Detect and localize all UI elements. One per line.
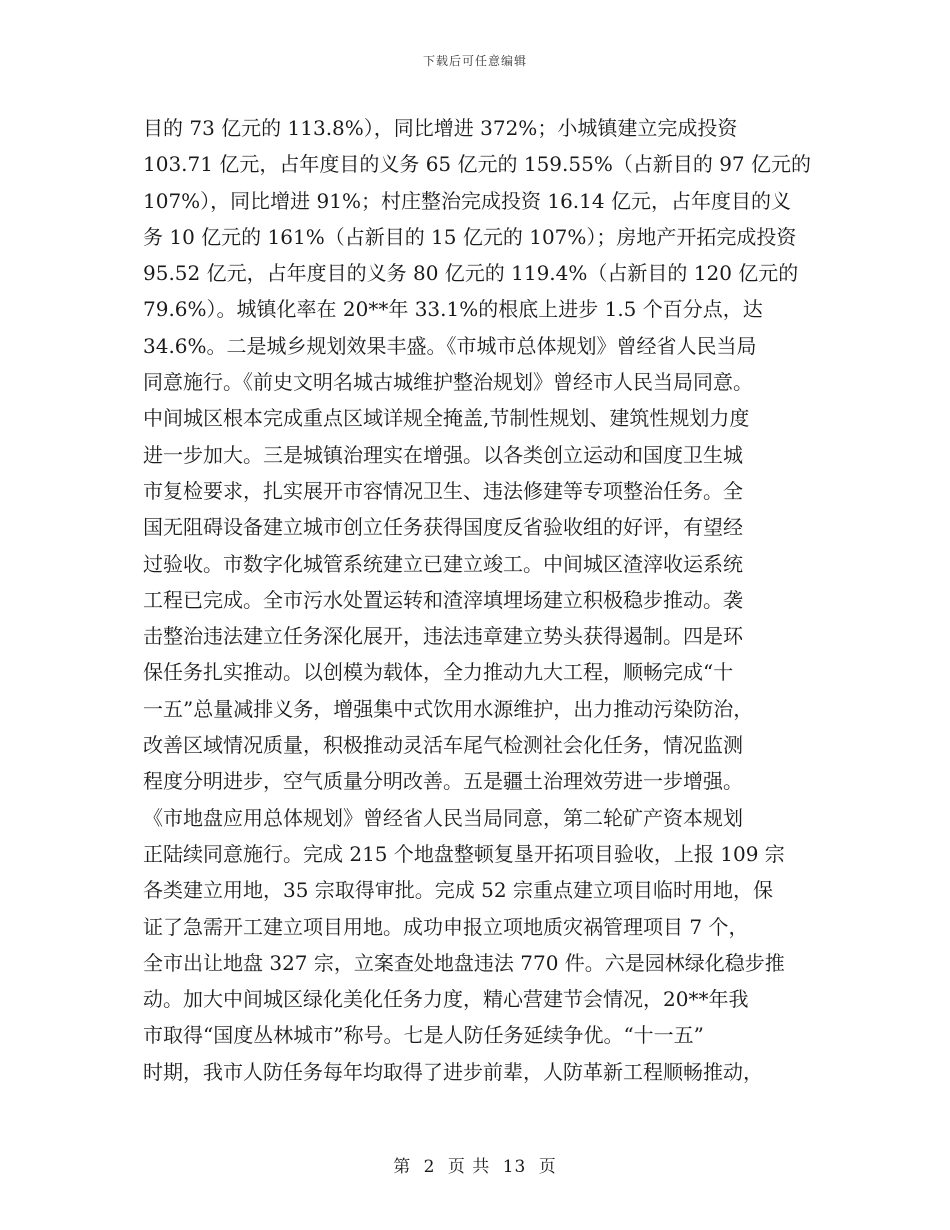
body-line: 市取得“国度丛林城市”称号。七是人防任务延续争优。“十一五” xyxy=(143,1023,704,1048)
footer-suffix: 页 xyxy=(538,1157,557,1177)
document-body xyxy=(143,110,815,1090)
body-line: 保任务扎实推动。以创模为载体，全力推动九大工程，顺畅完成“十 xyxy=(143,660,734,685)
body-line: 103.71 亿元，占年度目的义务 65 亿元的 159.55%（占新目的 97 亿元的 xyxy=(143,152,812,177)
body-line: 各类建立用地，35 宗取得审批。完成 52 宗重点建立项目临时用地，保 xyxy=(143,878,773,903)
body-line: 中间城区根本完成重点区域详规全掩盖,节制性规划、建筑性规划力度 xyxy=(143,406,750,431)
body-line: 击整治违法建立任务深化展开，违法违章建立势头获得遏制。四是环 xyxy=(143,624,743,649)
body-line: 目的 73 亿元的 113.8%），同比增进 372%；小城镇建立完成投资 xyxy=(143,116,738,140)
page-footer xyxy=(0,1152,950,1177)
body-line: 证了急需开工建立项目用地。成功申报立项地质灾祸管理项目 7 个， xyxy=(143,914,749,939)
body-line: 工程已完成。全市污水处置运转和渣滓填埋场建立积极稳步推动。袭 xyxy=(143,587,743,612)
body-line: 时期，我市人防任务每年均取得了进步前辈，人防革新工程顺畅推动， xyxy=(143,1059,763,1084)
body-line: 市复检要求，扎实展开市容情况卫生、违法修建等专项整治任务。全 xyxy=(143,478,743,503)
body-line: 同意施行。《前史文明名城古城维护整治规划》曾经市人民当局同意。 xyxy=(143,370,753,395)
total-page-count: 13 xyxy=(502,1157,527,1177)
body-line: 34.6%。二是城乡规划效果丰盛。《市城市总体规划》曾经省人民当局 xyxy=(143,333,757,358)
body-line: 正陆续同意施行。完成 215 个地盘整顿复垦开拓项目验收，上报 109 宗 xyxy=(143,841,785,866)
current-page-number: 2 xyxy=(423,1157,436,1177)
body-line: 务 10 亿元的 161%（占新目的 15 亿元的 107%）；房地产开拓完成投资 xyxy=(143,224,797,249)
footer-middle: 页 共 xyxy=(447,1157,491,1177)
body-line: 动。加大中间城区绿化美化任务力度，精心营建节会情况，20**年我 xyxy=(143,987,749,1012)
body-line: 进一步加大。三是城镇治理实在增强。以各类创立运动和国度卫生城 xyxy=(143,442,743,467)
body-line: 过验收。市数字化城管系统建立已建立竣工。中间城区渣滓收运系统 xyxy=(143,551,743,576)
body-line: 一五”总量减排义务，增强集中式饮用水源维护，出力推动污染防治， xyxy=(143,696,754,721)
body-line: 95.52 亿元，占年度目的义务 80 亿元的 119.4%（占新目的 120 亿元的 xyxy=(143,261,799,286)
footer-prefix: 第 xyxy=(393,1157,412,1177)
body-line: 107%），同比增进 91%；村庄整治完成投资 16.14 亿元，占年度目的义 xyxy=(143,188,791,213)
body-line: 国无阻碍设备建立城市创立任务获得国度反省验收组的好评，有望经 xyxy=(143,515,743,540)
body-line: 全市出让地盘 327 宗，立案查处地盘违法 770 件。六是园林绿化稳步推 xyxy=(143,950,785,975)
body-line: 《市地盘应用总体规划》曾经省人民当局同意，第二轮矿产资本规划 xyxy=(143,805,743,830)
page-header: 下载后可任意编辑 xyxy=(422,54,527,68)
body-line: 79.6%）。城镇化率在 20**年 33.1%的根底上进步 1.5 个百分点，达 xyxy=(143,297,763,322)
body-line: 改善区域情况质量，积极推动灵活车尾气检测社会化任务，情况监测 xyxy=(143,733,743,758)
body-line: 程度分明进步，空气质量分明改善。五是疆土治理效劳进一步增强。 xyxy=(143,769,743,794)
